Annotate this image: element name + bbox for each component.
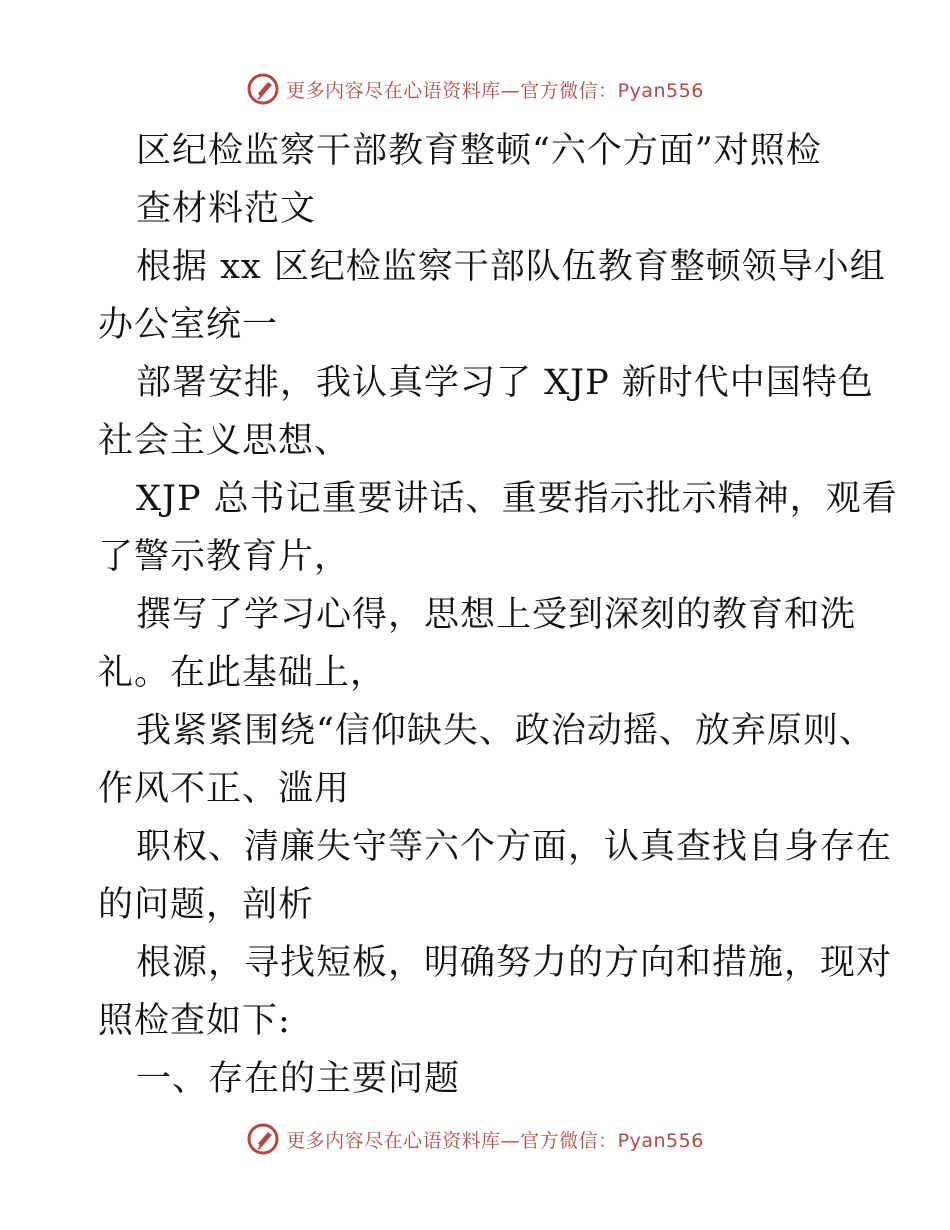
document-text-line: 照检查如下:	[98, 1001, 291, 1041]
document-text-line: 了警示教育片，	[98, 537, 351, 577]
document-text-line: 礼。在此基础上，	[98, 653, 387, 693]
document-title-line: 区纪检监察干部教育整顿“六个方面”对照检	[136, 131, 822, 171]
document-text-line: XJP 总书记重要讲话、重要指示批示精神，观看	[136, 479, 898, 519]
pen-circle-logo-icon	[246, 1122, 280, 1156]
document-text-line: 撰写了学习心得，思想上受到深刻的教育和洗	[136, 595, 857, 635]
document-text-line: 我紧紧围绕“信仰缺失、政治动摇、放弃原则、	[136, 711, 875, 751]
document-text-line: 社会主义思想、	[98, 421, 351, 461]
document-text-line: 查材料范文	[136, 189, 317, 229]
document-text-line: 一、存在的主要问题	[136, 1059, 461, 1099]
watermark-text: 更多内容尽在心语资料库—官方微信：Pyan556	[286, 1129, 704, 1152]
footer-watermark-banner	[0, 1122, 950, 1156]
pen-circle-logo-icon	[246, 72, 280, 106]
document-text-line: 职权、清廉失守等六个方面，认真查找自身存在	[136, 827, 893, 867]
watermark-text: 更多内容尽在心语资料库—官方微信：Pyan556	[286, 79, 704, 102]
document-body	[98, 122, 898, 1108]
document-text-line: 根源，寻找短板，明确努力的方向和措施，现对	[136, 943, 893, 983]
document-text-line: 部署安排，我认真学习了 XJP 新时代中国特色	[136, 363, 874, 403]
document-text-line: 办公室统一	[98, 305, 279, 345]
document-text-line: 作风不正、滥用	[98, 769, 351, 809]
document-text-line: 的问题，剖析	[98, 885, 315, 925]
document-text-line: 根据 xx 区纪检监察干部队伍教育整顿领导小组	[136, 247, 886, 287]
header-watermark-banner	[0, 72, 950, 106]
